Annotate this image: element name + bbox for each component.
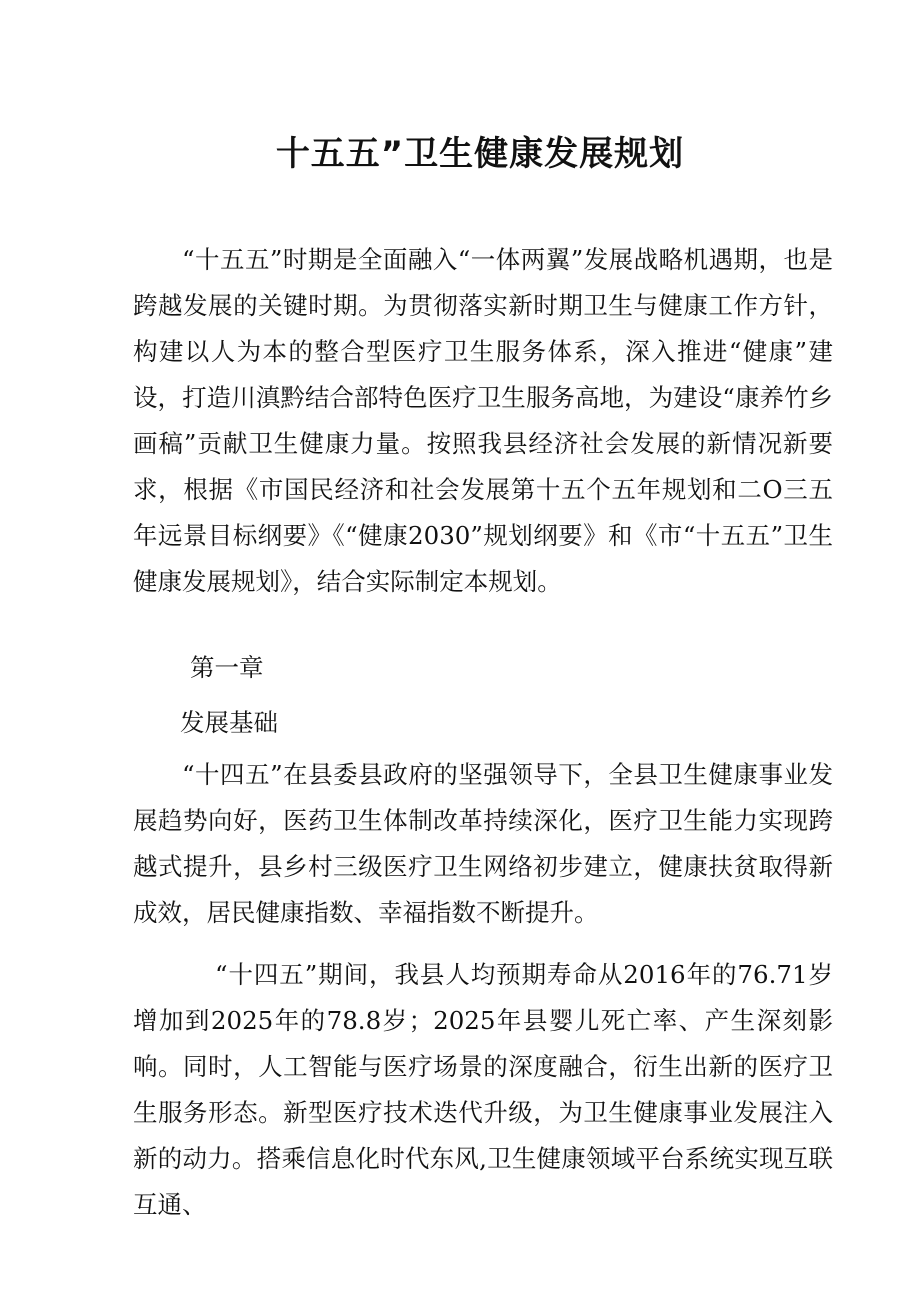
period-paragraph: “十四五”期间，我县人均预期寿命从2016年的76.71岁增加到2025年的78.8岁；2025年县婴儿死亡率、产生深刻影响。同时，人工智能与医疗场景的深度融合，衍生出新的医疗卫生服务形态。新型医疗技术迭代升级，为卫生健康事业发展注入新的动力。搭乘信息化时代东风,卫生健康领域平台系统实现互联互通、 (133, 960, 833, 1219)
intro-paragraph: “十五五”时期是全面融入“一体两翼”发展战略机遇期，也是跨越发展的关键时期。为贯彻落实新时期卫生与健康工作方针，构建以人为本的整合型医疗卫生服务体系，深入推进“健康”建设，打造川滇黔结合部特色医疗卫生服务高地，为建设“康养竹乡画稿”贡献卫生健康力量。按照我县经济社会发展的新情况新要求，根据《市国民经济和社会发展第十五个五年规划和二O三五年远景目标纲要》《“健康2030”规划纲要》和《市“十五五”卫生健康发展规划》，结合实际制定本规划。 (133, 245, 833, 596)
chapter-heading: 第一章 (190, 653, 264, 682)
document-title: 十五五”卫生健康发展规划 (275, 134, 685, 174)
chapter-title: 发展基础 (180, 708, 278, 737)
basis-paragraph: “十四五”在县委县政府的坚强领导下，全县卫生健康事业发展趋势向好，医药卫生体制改革持续深化，医疗卫生能力实现跨越式提升，县乡村三级医疗卫生网络初步建立，健康扶贫取得新成效，居民健康指数、幸福指数不断提升。 (133, 760, 833, 927)
